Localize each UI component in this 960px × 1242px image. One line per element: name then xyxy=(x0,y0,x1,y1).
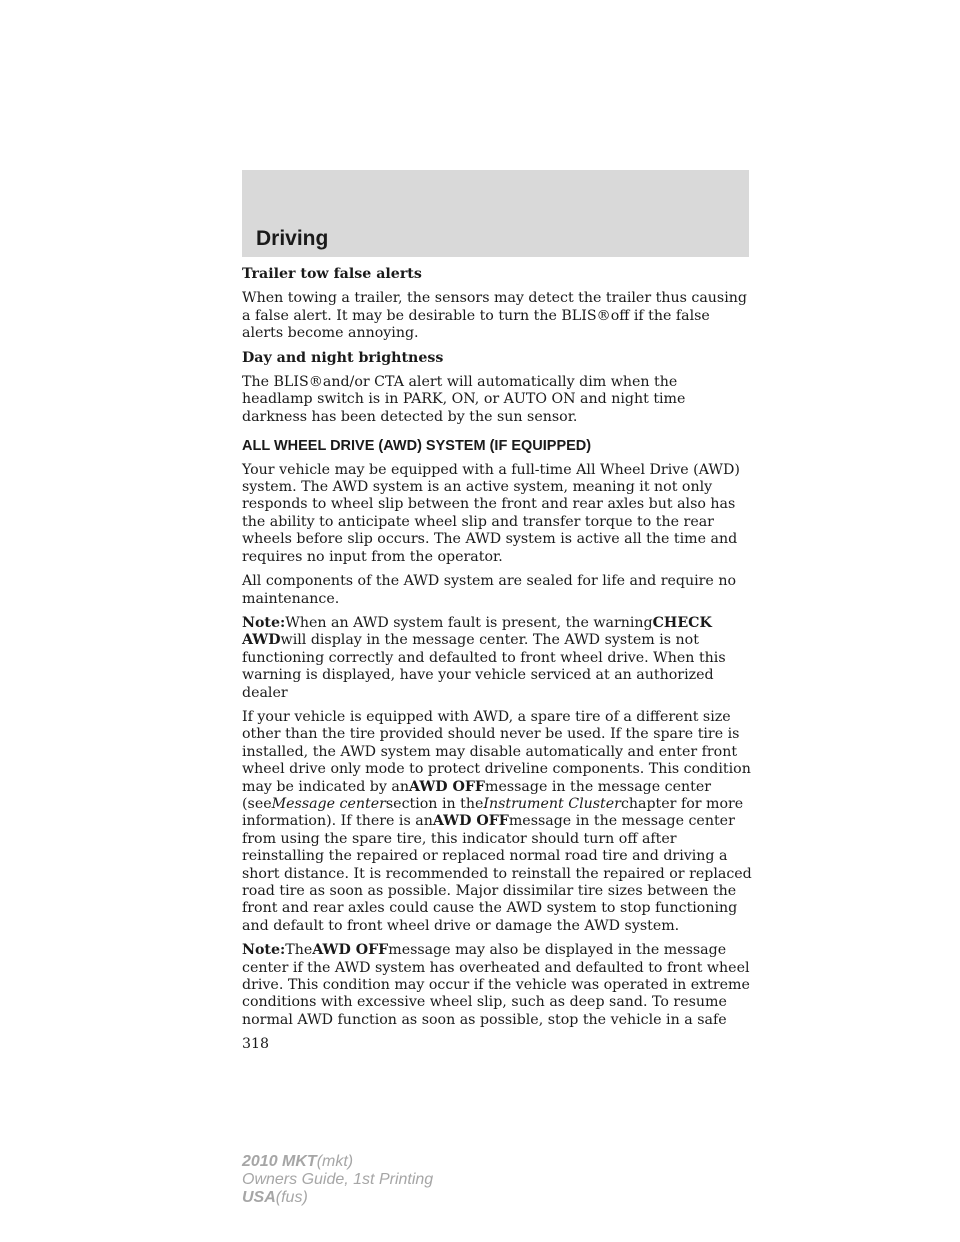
cross-reference: Message center xyxy=(271,795,386,812)
message-code: CHECK AWD xyxy=(242,614,712,649)
awd-intro-paragraph: Your vehicle may be equipped with a full-time All Wheel Drive (AWD) system. The AWD system is an active system, meaning it not only responds to wheel slip between the front and rear axles but also has the ability to anticipate wheel slip and transfer torque to the rear wheels before slip occurs. The AWD system is active all the time and requires no input from the operator. xyxy=(242,461,740,565)
document-footer xyxy=(242,1153,433,1207)
awd-spare-tire-paragraph: If your vehicle is equipped with AWD, a spare tire of a different size other than the tire provided should never be used. If the spare tire is installed, the AWD system may disable automatically and enter front wheel drive only mode to protect driveline components. This condition may be indicated by anAWD OFFmessage in the message center (seeMessage centersection in theInstrument Clusterchapter for more information). If there is anAWD OFFmessage in the message center from using the spare tire, this indicator should turn off after reinstalling the repaired or replaced normal road tire and driving a short distance. It is recommended to reinstall the repaired or replaced road tire as soon as possible. Major dissimilar tire sizes between the front and rear axles could cause the AWD system to stop functioning and default to front wheel drive or damage the AWD system. xyxy=(242,708,752,934)
brightness-paragraph: The BLIS®and/or CTA alert will automatically dim when the headlamp switch is in PARK, ON, or AUTO ON and night time darkness has been detected by the sun sensor. xyxy=(242,374,686,425)
awd-maintenance-paragraph: All components of the AWD system are sealed for life and require no maintenance. xyxy=(242,573,736,607)
footer-line-model: 2010 MKT(mkt) xyxy=(242,1153,354,1170)
chapter-header-band xyxy=(242,170,749,257)
awd-note-overheat: Note:TheAWD OFFmessage may also be displayed in the message center if the AWD system has overheated and defaulted to front wheel drive. This condition may occur if the vehicle was operated in extreme conditions with excessive wheel slip, such as deep sand. To resume normal AWD function as soon as possible, stop the vehicle in a safe xyxy=(242,942,750,1028)
message-code: AWD OFF xyxy=(432,813,509,830)
page-number: 318 xyxy=(242,1036,270,1053)
awd-section-heading: ALL WHEEL DRIVE (AWD) SYSTEM (IF EQUIPPED) xyxy=(242,438,592,455)
registered-mark: ® xyxy=(308,374,323,391)
note-label: Note: xyxy=(242,942,286,959)
cross-reference: Instrument Cluster xyxy=(483,795,621,812)
awd-note-check-awd: Note:When an AWD system fault is present, the warningCHECK AWDwill display in the message center. The AWD system is not functioning correctly and defaulted to front wheel drive. When this warning is displayed, have your vehicle serviced at an authorized dealer xyxy=(242,614,726,701)
note-label: Note: xyxy=(242,614,286,631)
chapter-title: Driving xyxy=(256,227,329,250)
page-content xyxy=(242,266,752,1061)
brightness-heading: Day and night brightness xyxy=(242,349,444,366)
trailer-alerts-heading: Trailer tow false alerts xyxy=(242,266,422,282)
message-code: AWD OFF xyxy=(312,942,389,959)
registered-mark: ® xyxy=(596,307,611,324)
footer-line-edition: Owners Guide, 1st Printing xyxy=(242,1171,434,1188)
trailer-alerts-paragraph: When towing a trailer, the sensors may detect the trailer thus causing a false alert. It may be desirable to turn the BLIS®off if the false alerts become annoying. xyxy=(242,290,747,342)
footer-line-market: USA(fus) xyxy=(242,1189,308,1206)
message-code: AWD OFF xyxy=(409,778,485,795)
